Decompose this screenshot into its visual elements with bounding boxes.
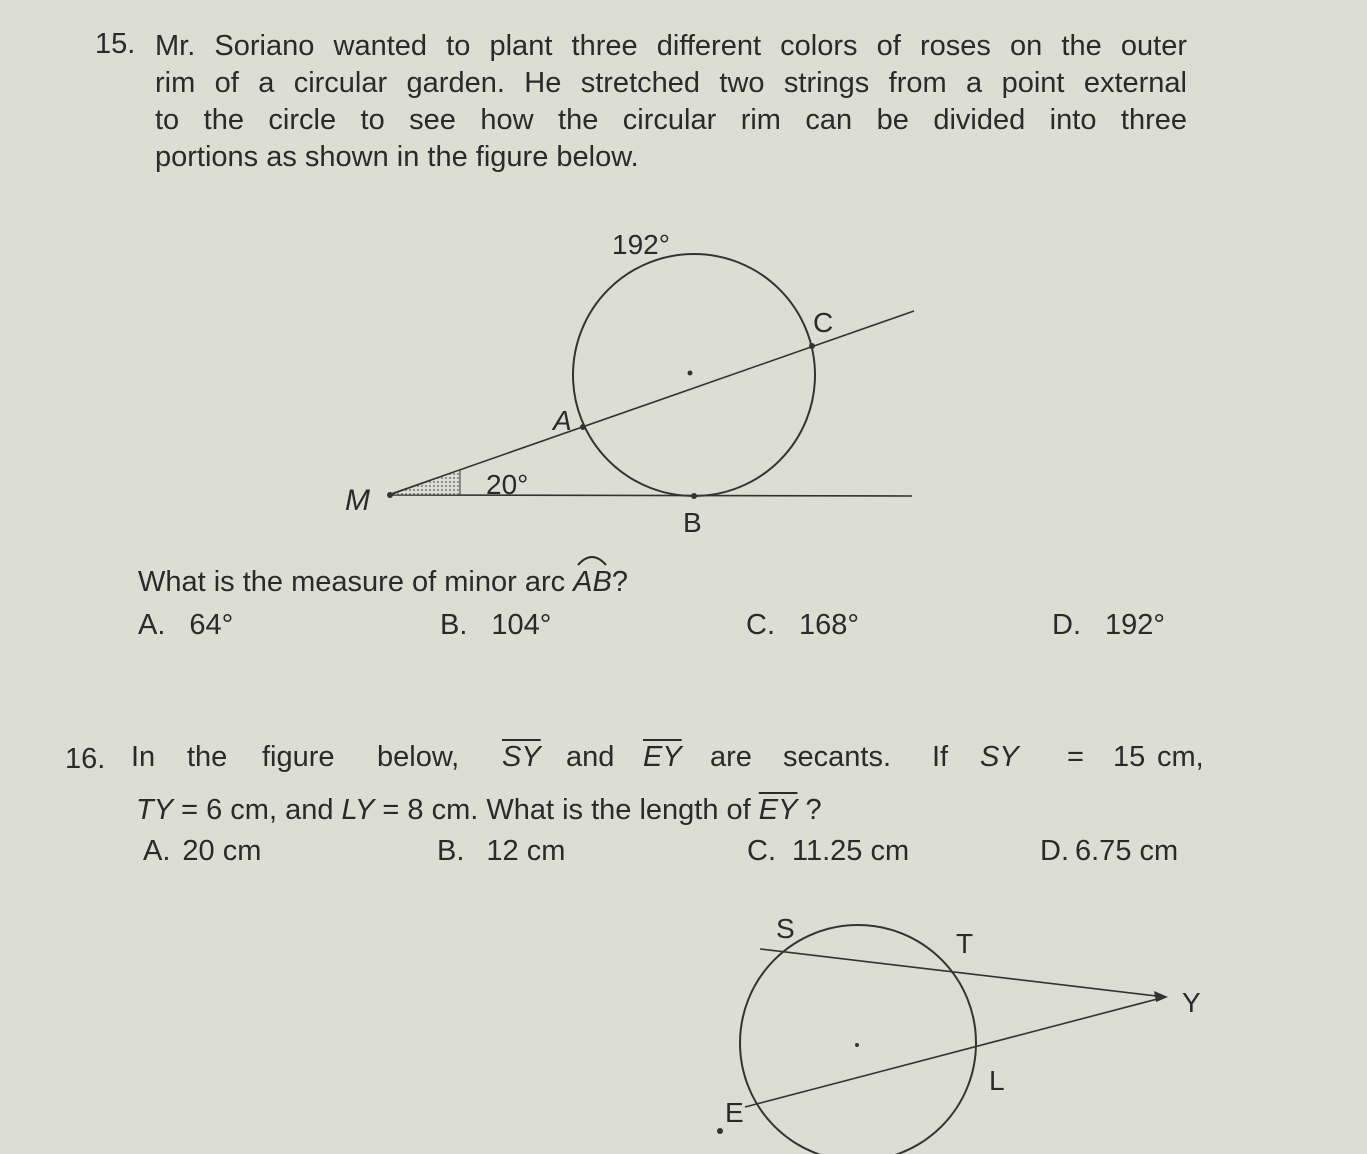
q16-ty: TY <box>136 794 174 826</box>
q15-question-arc-text: AB <box>573 566 612 598</box>
q15-line-1: Mr. Soriano wanted to plant three different colors of roses on the outer <box>155 30 1187 62</box>
q16-choice-c-value: 11.25 cm <box>792 835 910 867</box>
q15-choice-a-letter: A. <box>138 609 166 641</box>
q16-equals: = <box>1067 741 1084 773</box>
q16-word-are: are <box>710 741 752 773</box>
q16-circle <box>740 925 976 1154</box>
q16-center-dot <box>855 1043 859 1047</box>
q16-choice-b-value: 12 cm <box>486 835 566 867</box>
q16-label-s: S <box>776 913 795 944</box>
q15-label-c: C <box>813 307 834 338</box>
q15-line-4: portions as shown in the figure below. <box>155 141 639 173</box>
q16-number: 16. <box>65 743 106 775</box>
q15-label-a: A <box>553 405 572 436</box>
q15-choice-b-value: 104° <box>491 609 552 641</box>
q15-choice-d-value: 192° <box>1105 609 1165 641</box>
q15-line-2: rim of a circular garden. He stretched two strings from a point external <box>155 67 1187 99</box>
q16-value-15: 15 <box>1113 741 1146 773</box>
q16-word-figure: figure <box>262 741 335 773</box>
q16-word-the: the <box>187 741 228 773</box>
q16-choice-a-letter: A. <box>143 835 171 867</box>
q15-angle-label: 20° <box>486 469 529 500</box>
q16-choice-c-letter: C. <box>747 835 776 867</box>
q16-word-in: In <box>131 741 156 773</box>
q16-segment-ey: $\overline{EY}$ <box>643 741 682 773</box>
q16-word-secants: secants. <box>783 741 891 773</box>
q15-choice-c-value: 168° <box>799 609 859 641</box>
q16-line-2-end: ? <box>797 794 822 826</box>
q16-label-t: T <box>956 928 974 959</box>
q15-choice-d-letter: D. <box>1052 609 1081 641</box>
q16-ly-rest: = 8 cm. What is the length of <box>374 794 759 826</box>
q16-label-y: Y <box>1182 987 1201 1018</box>
q15-question-suffix: ? <box>611 566 628 598</box>
q16-arrow-y-icon <box>1154 991 1168 1002</box>
q16-ly: LY <box>341 794 375 826</box>
q15-label-b: B <box>683 507 702 538</box>
q16-var-sy: SY <box>980 741 1019 773</box>
q16-secant-ey <box>745 997 1165 1107</box>
q16-segment-ey-question: $\overline{EY}$ <box>758 794 798 826</box>
q15-choice-c-letter: C. <box>746 609 775 641</box>
q16-word-and: and <box>566 741 615 773</box>
q15-label-m: M <box>345 484 370 517</box>
q16-point-e-dot <box>717 1128 723 1134</box>
q16-label-l: L <box>989 1065 1005 1096</box>
q16-choice-a-value: 20 cm <box>182 835 262 867</box>
q15-question-prefix: What is the measure of minor arc <box>138 566 574 598</box>
q15-arc-label: 192° <box>612 229 670 260</box>
q15-number: 15. <box>95 28 136 60</box>
q16-ty-rest: = 6 cm, and <box>173 794 342 826</box>
q15-choice-b-letter: B. <box>440 609 468 641</box>
q15-line-3: to the circle to see how the circular rim can be divided into three <box>155 104 1187 136</box>
q16-choice-d-letter: D. <box>1040 835 1069 867</box>
q16-word-below: below, <box>377 741 460 773</box>
q16-word-if: If <box>932 741 949 773</box>
q16-label-e: E <box>725 1097 744 1128</box>
q16-segment-sy: $\overline{SY}$ <box>502 741 541 773</box>
q16-unit-cm: cm, <box>1157 741 1204 773</box>
q15-choice-a-value: 64° <box>189 609 234 641</box>
q16-choice-d-value: 6.75 cm <box>1075 835 1179 867</box>
q16-choice-b-letter: B. <box>437 835 465 867</box>
